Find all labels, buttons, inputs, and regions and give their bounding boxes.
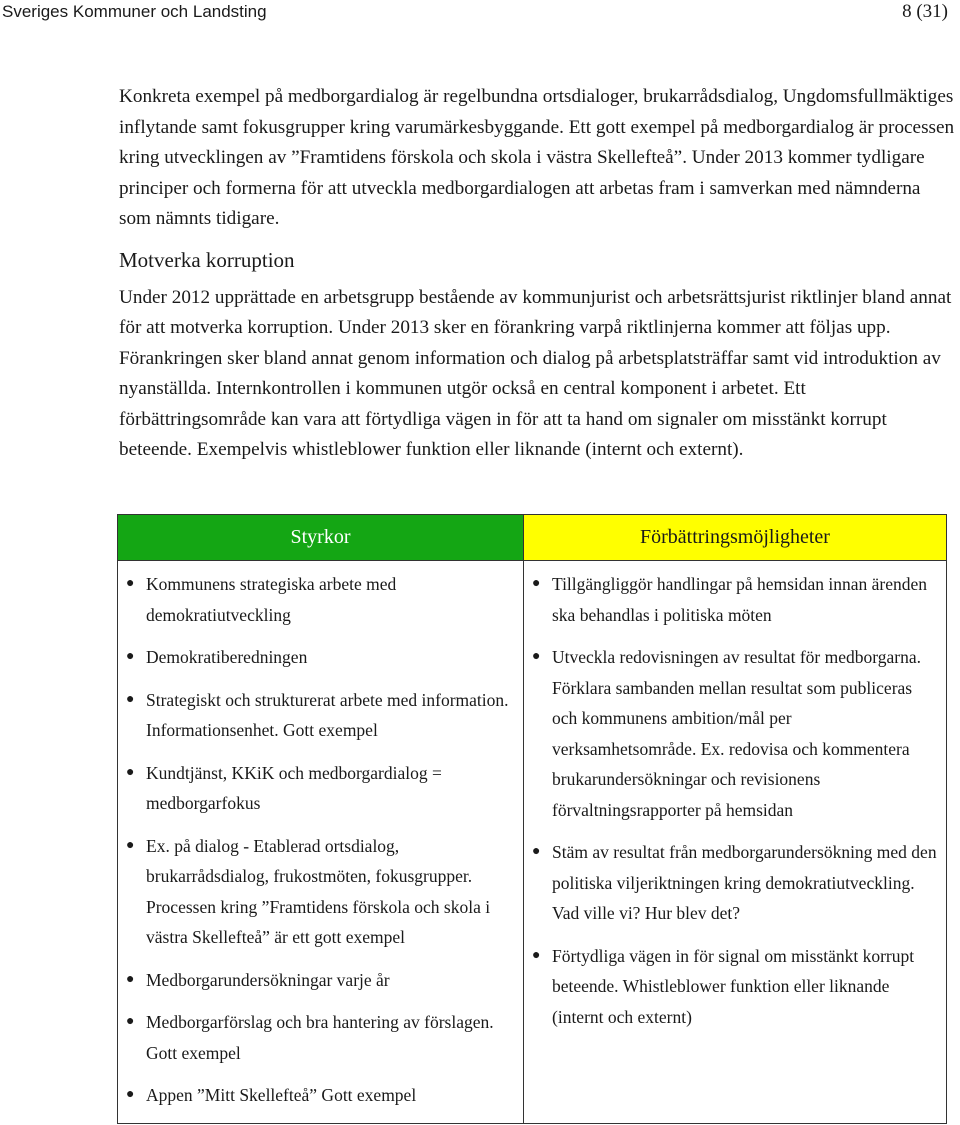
bullet-icon: ● [126,649,135,664]
bullet-icon: ● [126,1014,135,1029]
strengths-list [122,569,517,1111]
organization-name: Sveriges Kommuner och Landsting [2,2,267,21]
strength-item-text: Strategiskt och strukturerat arbete med information. Informationsenhet. Gott exempel [146,689,509,740]
improvement-item [528,941,940,1033]
strength-item [122,642,517,673]
improvement-item-text: Stäm av resultat från medborgarundersökning med den politiska viljeriktningen kring demokratiutveckling. Vad ville vi? Hur blev det? [552,842,937,923]
strength-item-text: Appen ”Mitt Skellefteå” Gott exempel [146,1085,417,1105]
bullet-icon: ● [532,844,541,859]
page-number: 8 (31) [902,1,948,22]
strength-item-text: Demokratiberedningen [146,647,308,667]
swot-content-row [118,561,947,1124]
bullet-icon: ● [532,649,541,664]
improvement-item-text: Tillgängliggör handlingar på hemsidan innan ärenden ska behandlas i politiska möten [552,574,928,625]
strengths-header: Styrkor [118,515,524,561]
strengths-cell [118,561,524,1124]
bullet-icon: ● [126,764,135,780]
improvement-item-text: Förtydliga vägen in för signal om misstänkt korrupt beteende. Whistleblower funktion eller liknande (internt och externt) [552,945,915,1027]
swot-table [117,514,947,1124]
improvements-header: Förbättringsmöjligheter [524,515,947,561]
document-body [119,82,955,466]
strength-item [122,685,517,746]
improvement-item-text: Utveckla redovisningen av resultat för medborgarna. Förklara sambanden mellan resultat som publiceras och kommunens ambition/mål per verksamhetsområde. Ex. redovisa och kommentera brukarundersökningar och revisionens förvaltningsrapporter på hemsidan [552,647,921,820]
improvement-item [528,642,940,825]
bullet-icon: ● [126,691,135,707]
strength-item [122,831,517,953]
improvement-item [528,569,940,630]
intro-paragraph: Konkreta exempel på medborgardialog är regelbundna ortsdialoger, brukarrådsdialog, Ungdomsfullmäktiges inflytande samt fokusgrupper kring varumärkesbyggande. Ett gott exempel på medborgardialog är processen kring utvecklingen av ”Framtidens förskola och skola i västra Skellefteå”. Under 2013 kommer tydligare principer och formerna för att utveckla medborgardialogen att arbetas fram i samverkan med nämnderna som nämnts tidigare. [119,86,955,229]
strength-item [122,965,517,996]
section-heading: Motverka korruption [119,247,295,272]
bullet-icon: ● [532,576,541,591]
bullet-icon: ● [126,576,135,591]
page-header [0,0,960,26]
strength-item [122,1080,517,1111]
strength-item-text: Kommunens strategiska arbete med demokratiutveckling [146,574,397,625]
bullet-icon: ● [532,947,541,963]
strength-item [122,1007,517,1068]
bullet-icon: ● [126,971,135,987]
improvement-item [528,837,940,929]
swot-header-row [118,515,947,561]
strength-item-text: Kundtjänst, KKiK och medborgardialog = medborgarfokus [146,762,442,813]
bullet-icon: ● [126,837,135,853]
improvements-list [528,569,940,1032]
strength-item [122,758,517,819]
bullet-icon: ● [126,1087,135,1102]
strength-item [122,569,517,630]
section-paragraph: Under 2012 upprättade en arbetsgrupp bestående av kommunjurist och arbetsrättsjurist riktlinjer bland annat för att motverka korruption. Under 2013 sker en förankring varpå riktlinjerna kommer att följas upp. Förankringen sker bland annat genom information och dialog på arbetsplatsträffar samt vid introduktion av nyanställda. Internkontrollen i kommunen utgör också en central komponent i arbetet. Ett förbättringsområde kan vara att förtydliga vägen in för att ta hand om signaler om misstänkt korrupt beteende. Exempelvis whistleblower funktion eller liknande (internt och externt). [119,286,952,460]
strength-item-text: Medborgarundersökningar varje år [146,969,390,990]
improvements-cell [524,561,947,1124]
strength-item-text: Ex. på dialog - Etablerad ortsdialog, brukarrådsdialog, frukostmöten, fokusgrupper. Processen kring ”Framtidens förskola och skola i västra Skellefteå” är ett gott exempel [146,835,491,947]
strength-item-text: Medborgarförslag och bra hantering av förslagen. Gott exempel [146,1012,494,1063]
